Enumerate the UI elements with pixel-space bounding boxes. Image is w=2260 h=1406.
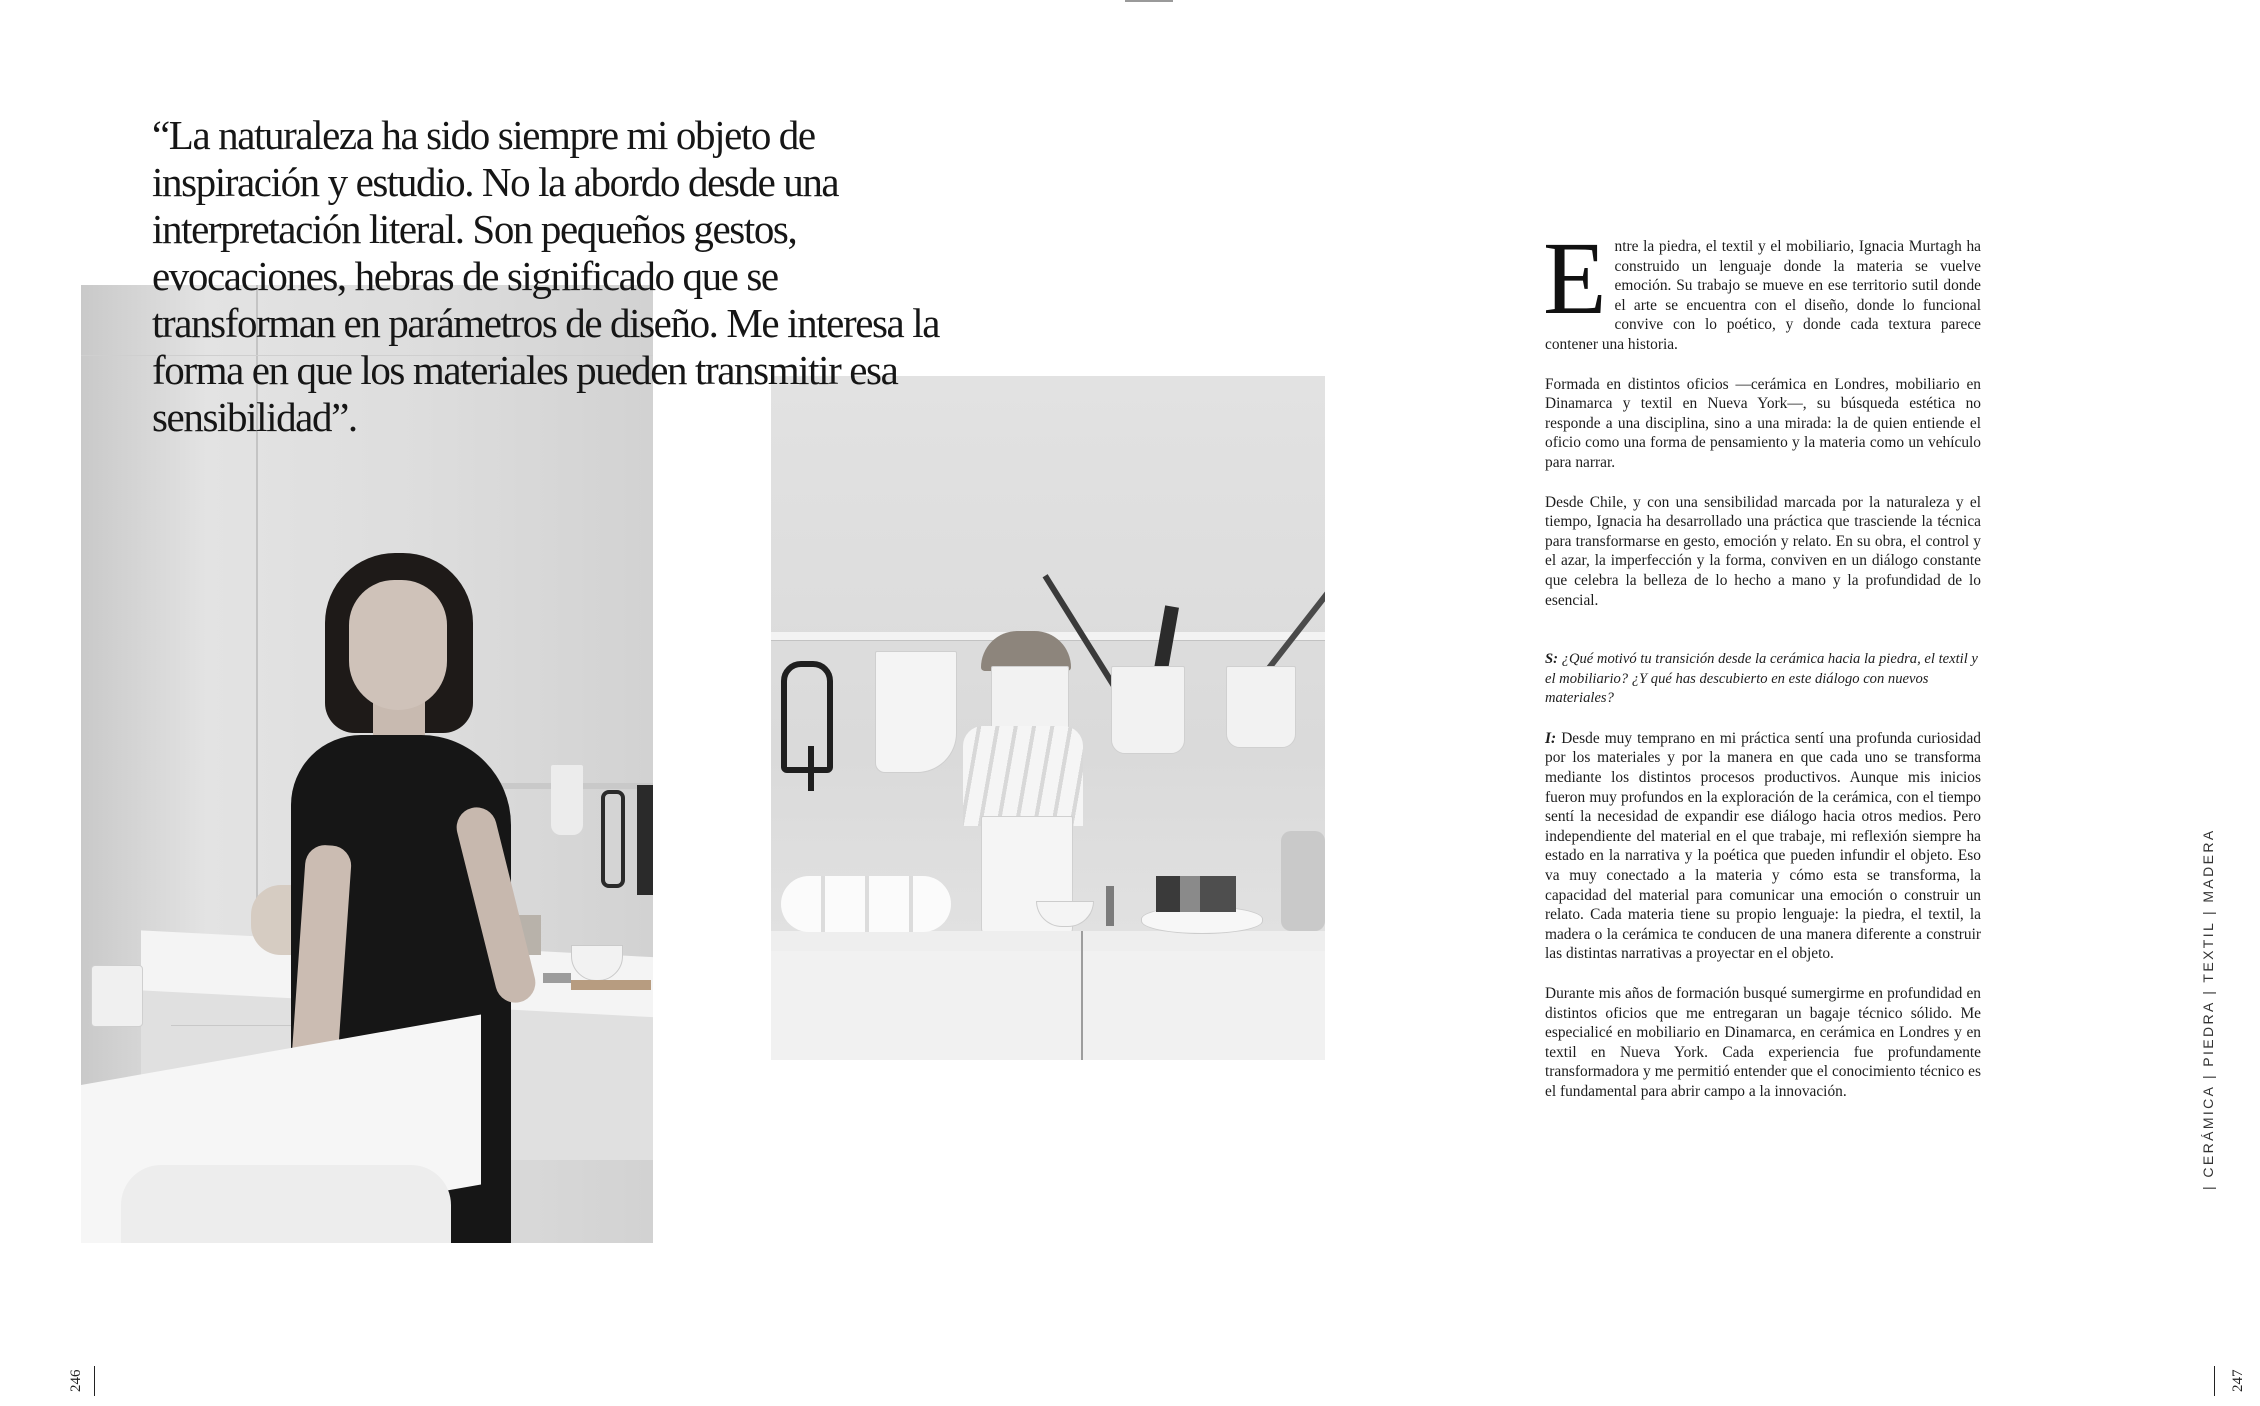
answer-1-text: Desde muy temprano en mi práctica sentí una profunda curiosidad por los materiales y por la manera en que cada uno se transforma mediante los distintos procesos productivos. Aunque mis inicios fueron muy profundos en la exploración de la cerámica, con el tiempo sentí la necesidad de expandir ese diálogo hacia otros medios. Pero independiente del material en el que trabaje, mi reflexión siempre ha estado en la narrativa y la poética que pueden infundir el objeto. Eso va muy conectado a la materia y cómo esta se transforma, la capacidad del material para comunicar una emoción o construir un relato. Cada materia tiene su propio lenguaje: la piedra, el textil, la madera o la cerámica te conducen de una manera diferente a construir las distintas narrativas a proyectar en el objeto. [1545, 729, 1981, 963]
paragraph-3: Desde Chile, y con una sensibilidad marcada por la naturaleza y el tiempo, Ignacia ha desarrollado una práctica que trasciende la técnica para transformarse en gesto, emoción y relato. En su obra, el control y el azar, la imperfección y la forma, conviven en un diálogo constante que celebra la belleza de lo hecho a mano y la profundidad de lo esencial. [1545, 493, 1981, 609]
page-number-left-rule [94, 1366, 95, 1396]
paragraph-2: Formada en distintos oficios —cerámica en Londres, mobiliario en Dinamarca y textil en Nueva York—, su búsqueda estética no responde a una disciplina, sino a una mirada: la de quien entiende el oficio como una forma de pensamiento y la materia como un vehículo para narrar. [1545, 375, 1981, 471]
page-number-right: 247 [2230, 1369, 2246, 1392]
drop-cap: E [1543, 221, 1607, 336]
intro-text: ntre la piedra, el textil y el mobiliario, Ignacia Murtagh ha construido un lenguaje donde la materia se vuelve emoción. Su trabajo se mueve en ese territorio sutil donde el arte se encuentra con el diseño, donde lo funcional convive con lo poético, y donde cada textura parece contener una historia. [1545, 238, 1981, 353]
studio-tools-photo [771, 376, 1325, 1060]
interview-answer-2: Durante mis años de formación busqué sumergirme en profundidad en distintos oficios que me entregaran un bagaje técnico sólido. Me especialicé en mobiliario en Dinamarca, en cerámica en Londres y en textil en Nueva York. Cada experiencia fue profundamente transformadora y me permitió entender que el conocimiento técnico es el fundamental para abrir campo a la innovación. [1545, 985, 1981, 1100]
section-label: | CERÁMICA | PIEDRA | TEXTIL | MADERA [2200, 828, 2216, 1190]
question-text: ¿Qué motivó tu transición desde la cerámica hacia la piedra, el textil y el mobiliario? ¿Y qué has descubierto en este diálogo con nuevos materiales? [1545, 651, 1978, 707]
answer-tag: I: [1545, 729, 1557, 747]
pull-quote: “La naturaleza ha sido siempre mi objeto de inspiración y estudio. No la abordo desde una interpretación literal. Son pequeños gestos, evocaciones, hebras de significado que se transforman en parámetros de diseño. Me interesa la forma en que los materiales pueden transmitir esa sensibilidad”. [152, 112, 939, 440]
page-number-left: 246 [68, 1369, 84, 1392]
top-center-mark [1125, 0, 1173, 2]
interview-answer-1 [1545, 729, 1981, 964]
page-number-right-rule [2214, 1366, 2215, 1396]
question-tag: S: [1545, 651, 1558, 668]
article-body [1543, 221, 1981, 1102]
intro-paragraph [1543, 221, 1981, 355]
interview-question [1545, 650, 1981, 709]
